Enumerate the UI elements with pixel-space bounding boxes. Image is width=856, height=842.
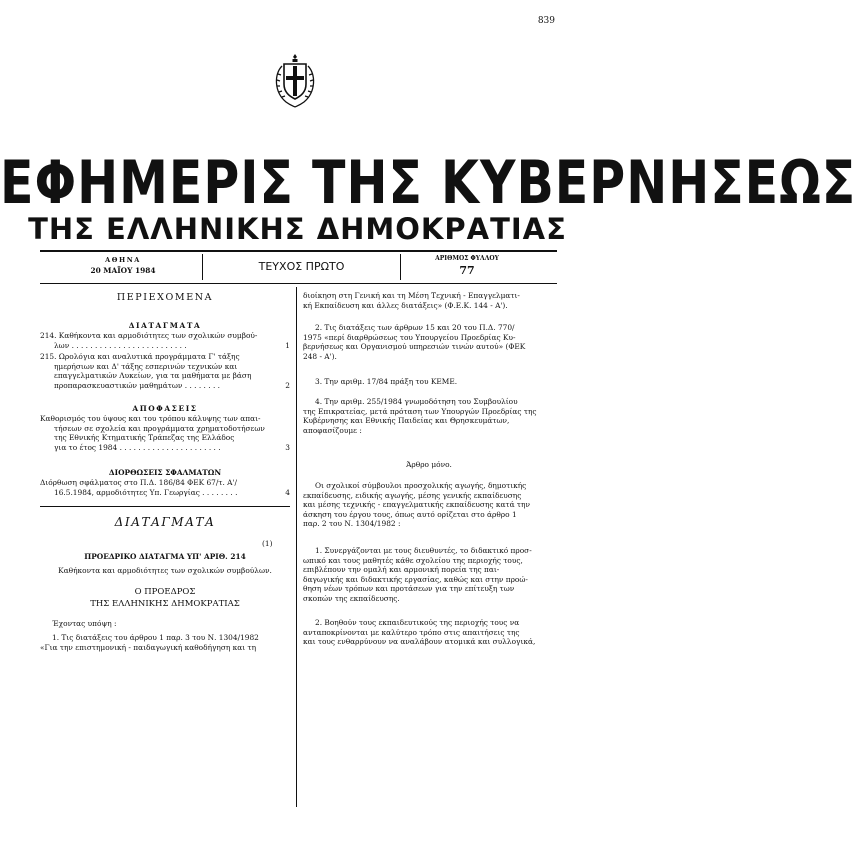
article-item: 2. Βοηθούν τους εκπαιδευτικούς της περιοχής τους να ανταποκρίνονται με καλύτερο τρόπο στις απαιτήσεις της και τους ενθαρρύνουν να αναλάβουν ατομικά και συλλογικά, [303,618,536,647]
header-rule-top [40,250,557,252]
toc-section-heading: ΔΙΟΡΘΩΣΕΙΣ ΣΦΑΛΜΑΤΩΝ [108,468,222,477]
toc-section-heading: ΔΙΑΤΑΓΜΑΤΑ [128,321,202,330]
article-item: 1. Συνεργάζονται με τους διευθυντές, το διδακτικό προσ- ωπικό και τους μαθητές κάθε σχολείου της περιοχής τους, επιβλέπουν την ομαλή και αρμονική πορεία της παι- δαγωγικής και διδακτικής εργασίας, καθώς και στην προώ- θηση νέων τρόπων και προτάσεων για την επίτευξη των σκοπών της εκπαίδευσης. [303,546,532,603]
toc-page-number: 3 [285,442,290,452]
sheet-number: 77 [459,264,475,277]
coat-of-arms-emblem [272,50,318,110]
continuation-paragraph: διοίκηση στη Γενική και τη Μέση Τεχνική - Επαγγελματι- κή Εκπαίδευση και άλλες διατάξεις» (Φ.Ε.Κ. 144 - Α'). [303,291,520,310]
issue-series: ΤΕΥΧΟΣ ΠΡΩΤΟ [258,260,345,273]
header-divider-right [400,254,401,280]
section-rule [40,506,290,507]
recital-paragraph: 3. Την αριθμ. 17/84 πράξη του ΚΕΜΕ. [315,377,458,386]
considering-line: Έχοντας υπόψη : [52,619,117,628]
toc-entry: 215. Ωρολόγια και αναλυτικά προγράμματα Γ' τάξης ημερήσιων και Δ' τάξης εσπερινών τεχνικών και επαγγελματικών Λυκείων, για τα μαθήματα με βάση προπαρασκευαστικών μαθημάτων . . . . . . . . 2 [40,352,290,390]
toc-section-heading: ΑΠΟΦΑΣΕΙΣ [132,404,198,413]
decree-number-marker: (1) [262,539,273,548]
page-number: 839 [537,16,555,26]
decree-section-title: ΔΙΑΤΑΓΜΑΤΑ [114,515,216,529]
recital-paragraph: 2. Τις διατάξεις των άρθρων 15 και 20 του Π.Δ. 770/ 1975 «περί διαρθρώσεως του Υπουργείου Προεδρίας Κυ- βερνήσεως και Οργανισμού υπηρεσιών τινών αυτού» (ΦΕΚ 248 - Α'). [303,323,526,361]
toc-page-number: 1 [285,340,290,350]
toc-heading: ΠΕΡΙΕΧΟΜΕΝΑ [116,292,214,303]
toc-entry: 214. Καθήκοντα και αρμοδιότητες των σχολικών συμβού- λων . . . . . . . . . . . . . . . . . . . . . . . . . 1 [40,331,290,350]
toc-entry: Καθορισμός του ύψους και του τρόπου κάλυψης των απαι- τήσεων σε σχολεία και προγράμματα χρηματοδοτήσεων της Εθνικής Κτηματικής Τράπεζας της Ελλάδος για το έτος 1984 . . . . . . . . . . . . . . . . . . . . . . 3 [40,414,290,452]
column-divider [296,287,297,807]
gazette-subtitle: ΤΗΣ ΕΛΛΗΝΙΚΗΣ ΔΗΜΟΚΡΑΤΙΑΣ [28,212,567,246]
sheet-label: ΑΡΙΘΜΟΣ ΦΥΛΛΟΥ [435,255,499,262]
issue-date: 20 ΜΑΪΟΥ 1984 [90,266,156,275]
toc-page-number: 2 [285,380,290,390]
decree-heading: ΠΡΟΕΔΡΙΚΟ ΔΙΑΤΑΓΜΑ ΥΠ' ΑΡΙΘ. 214 [84,552,246,561]
decree-paragraph: 1. Τις διατάξεις του άρθρου 1 παρ. 3 του Ν. 1304/1982 «Για την επιστημονική - παιδαγωγική καθοδήγηση και τη [40,633,259,652]
toc-entry: Διόρθωση σφάλματος στο Π.Δ. 186/84 ΦΕΚ 67/τ. Α'/ 16.5.1984, αρμοδιότητες Υπ. Γεωργίας . . . . . . . . 4 [40,478,290,497]
decree-subject: Καθήκοντα και αρμοδιότητες των σχολικών συμβούλων. [58,566,272,575]
article-title: Άρθρο μόνο. [406,460,452,469]
recital-paragraph: 4. Την αριθμ. 255/1984 γνωμοδότηση του Συμβουλίου της Επικρατείας, μετά πρόταση των Υπουργών Προεδρίας της Κυβέρνησης και Εθνικής Παιδείας και Θρησκευμάτων, αποφασίζουμε : [303,397,537,435]
president-title: Ο ΠΡΟΕΔΡΟΣ ΤΗΣ ΕΛΛΗΝΙΚΗΣ ΔΗΜΟΚΡΑΤΙΑΣ [90,587,240,609]
issue-city: ΑΘΗΝΑ [105,256,141,264]
header-rule-bottom [40,283,557,284]
toc-page-number: 4 [285,487,290,497]
article-intro: Οι σχολικοί σύμβουλοι προσχολικής αγωγής, δημοτικής εκπαίδευσης, ειδικής αγωγής, μέσης γενικής εκπαίδευσης και μέσης τεχνικής - επαγγελματικής εκπαίδευσης κατά την άσκηση του έργου τους, όπως αυτό ορίζεται στο άρθρο 1 παρ. 2 του Ν. 1304/1982 : [303,481,530,529]
gazette-title: ΕΦΗΜΕΡΙΣ ΤΗΣ ΚΥΒΕΡΝΗΣΕΩΣ [0,148,856,218]
